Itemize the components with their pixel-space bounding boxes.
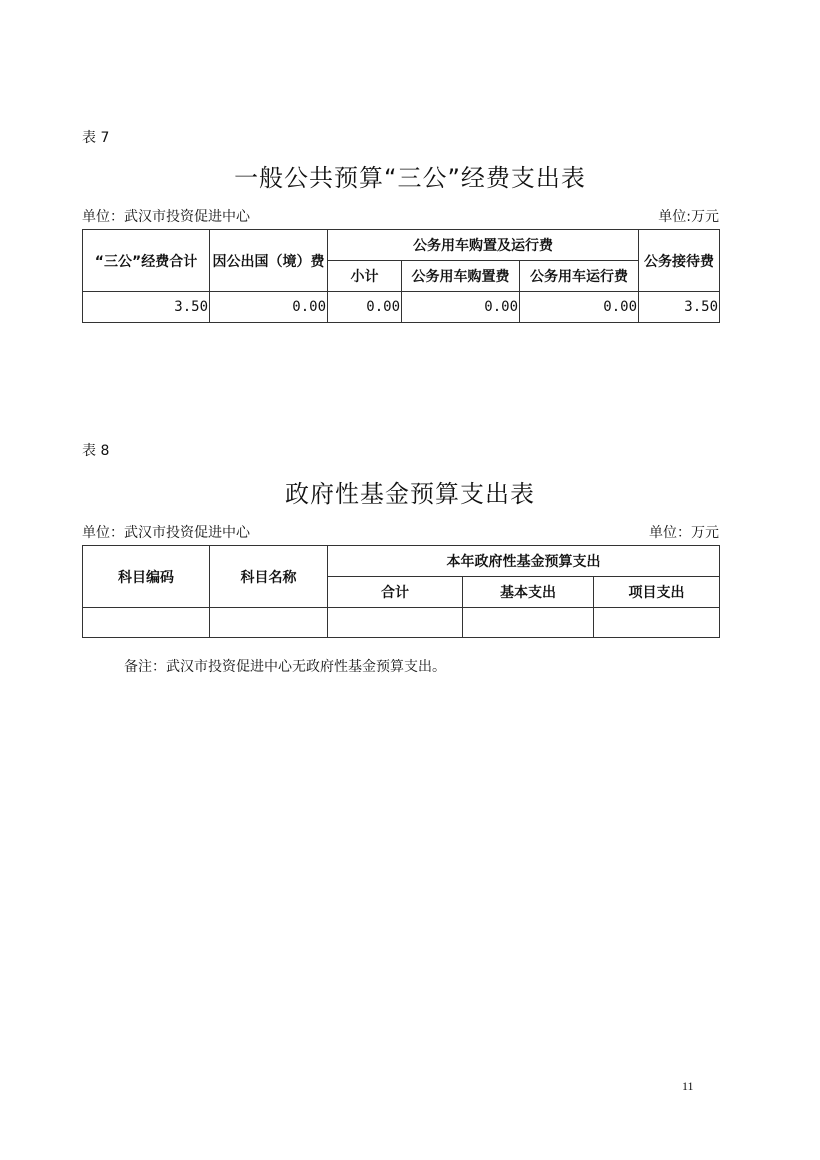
cell-abroad: 0.00 [210, 292, 328, 323]
header-name: 科目名称 [210, 546, 328, 608]
cell-vehicle-operation: 0.00 [520, 292, 639, 323]
header-code: 科目编码 [83, 546, 210, 608]
header-total: “三公”经费合计 [83, 230, 210, 292]
header-fund-total: 合计 [328, 577, 463, 608]
header-subtotal: 小计 [328, 261, 402, 292]
header-vehicle-operation: 公务用车运行费 [520, 261, 639, 292]
cell-subtotal: 0.00 [328, 292, 402, 323]
header-abroad: 因公出国（境）费 [210, 230, 328, 292]
cell-fund-project [594, 608, 720, 638]
table-7-unit-org: 单位：武汉市投资促进中心 [82, 209, 250, 225]
header-vehicle-purchase: 公务用车购置费 [402, 261, 520, 292]
header-vehicle-group: 公务用车购置及运行费 [328, 230, 639, 261]
header-fund-group: 本年政府性基金预算支出 [328, 546, 720, 577]
header-reception: 公务接待费 [639, 230, 720, 292]
table-8-label: 表 8 [82, 443, 110, 459]
page-number: 11 [682, 1079, 694, 1093]
government-fund-expense-table [82, 545, 720, 638]
three-public-expenses-table [82, 229, 720, 323]
header-fund-project: 项目支出 [594, 577, 720, 608]
cell-reception: 3.50 [639, 292, 720, 323]
table-7-title: 一般公共预算“三公”经费支出表 [234, 164, 586, 192]
cell-name [210, 608, 328, 638]
table-7-unit-currency: 单位:万元 [658, 209, 719, 225]
table-8-unit-currency: 单位：万元 [649, 525, 719, 541]
table-8-title: 政府性基金预算支出表 [285, 480, 535, 508]
table-8-note: 备注：武汉市投资促进中心无政府性基金预算支出。 [124, 659, 446, 675]
table-8-unit-org: 单位：武汉市投资促进中心 [82, 525, 250, 541]
cell-fund-basic [463, 608, 594, 638]
cell-vehicle-purchase: 0.00 [402, 292, 520, 323]
cell-total: 3.50 [83, 292, 210, 323]
table-7-label: 表 7 [82, 130, 110, 146]
header-fund-basic: 基本支出 [463, 577, 594, 608]
table-row [83, 608, 720, 638]
cell-code [83, 608, 210, 638]
table-row [83, 292, 720, 323]
cell-fund-total [328, 608, 463, 638]
